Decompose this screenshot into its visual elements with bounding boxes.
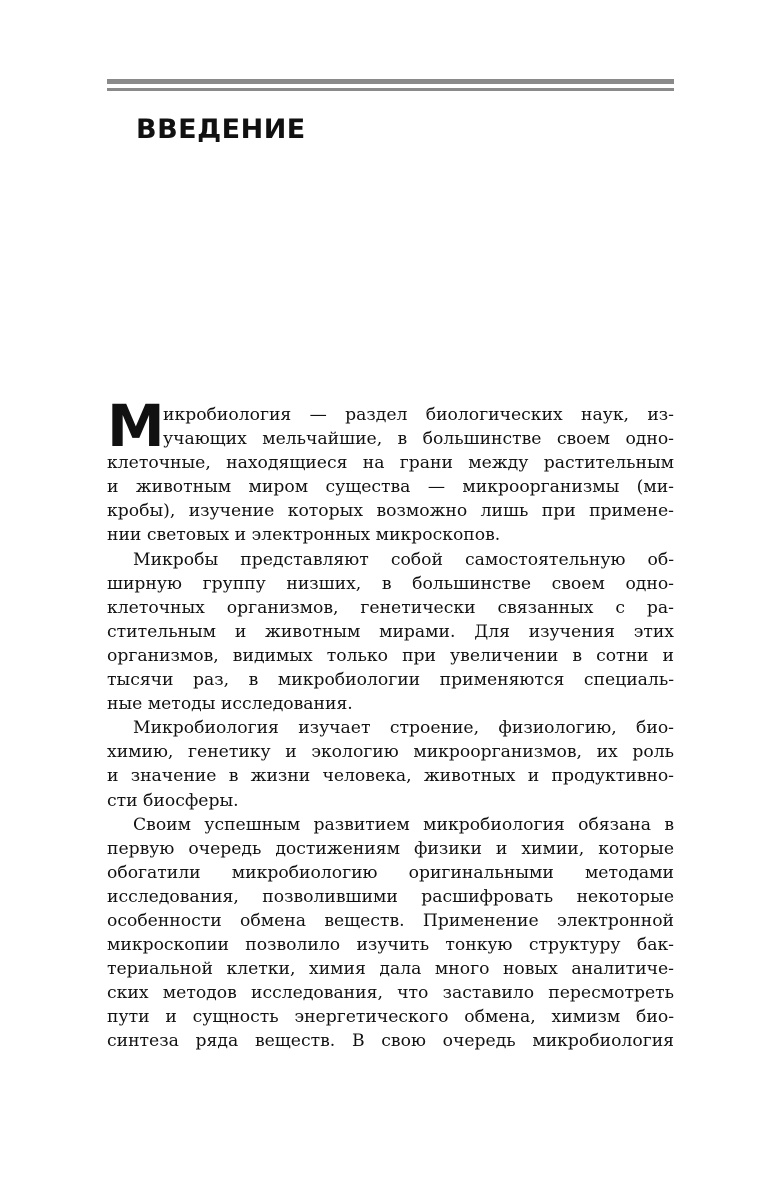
text-line: обогатили микробиологию оригинальными методами [107,862,674,883]
text-line: клеточные, находящиеся на грани между растительным [107,453,674,474]
header-rule-thick [107,79,674,84]
drop-cap: М [107,392,165,460]
text-line: учающих мельчайшие, в большинстве своем одно- [163,429,674,450]
header-rule-thin [107,88,674,91]
text-line: Микробы представляют собой самостоятельную об- [133,549,674,570]
text-line: микроскопии позволило изучить тонкую структуру бак- [107,935,674,956]
paragraph-1 [107,392,674,548]
text-line: химию, генетику и экологию микроорганизмов, их роль [107,742,674,763]
text-line: Своим успешным развитием микробиология обязана в [133,814,674,835]
text-line: ширную группу низших, в большинстве своем одно- [107,573,674,594]
text-line: пути и сущность энергетического обмена, химизм био- [107,1007,674,1028]
text-line: особенности обмена веществ. Применение электронной [107,910,674,931]
text-line: первую очередь достижениям физики и химии, которые [107,838,674,859]
text-line: Микробиология изучает строение, физиологию, био- [133,718,674,739]
paragraph-3 [107,716,674,812]
text-line: стительным и животным мирами. Для изучения этих [107,621,674,642]
text-line: организмов, видимых только при увеличении в сотни и [107,645,674,666]
text-line: ные методы исследования. [107,694,353,715]
text-line: териальной клетки, химия дала много новых аналитиче- [107,959,674,980]
text-line: нии световых и электронных микроскопов. [107,525,501,546]
text-line: клеточных организмов, генетически связанных с ра- [107,597,674,618]
text-line: и животным миром существа — микроорганизмы (ми- [107,477,674,498]
text-line: исследования, позволившими расшифровать некоторые [107,886,674,907]
text-line: и значение в жизни человека, животных и продуктивно- [107,766,674,787]
body-text [107,392,674,1054]
paragraph-4 [107,813,674,1054]
text-line: икробиология — раздел биологических наук, из- [163,405,674,425]
text-line: ских методов исследования, что заставило пересмотреть [107,983,674,1004]
chapter-title: ВВЕДЕНИЕ [136,114,306,145]
paragraph-2 [107,548,674,717]
text-line: сти биосферы. [107,790,239,811]
text-line: синтеза ряда веществ. В свою очередь микробиология [107,1031,674,1052]
text-line: кробы), изучение которых возможно лишь при примене- [107,501,674,522]
text-line: тысячи раз, в микробиологии применяются специаль- [107,670,674,691]
